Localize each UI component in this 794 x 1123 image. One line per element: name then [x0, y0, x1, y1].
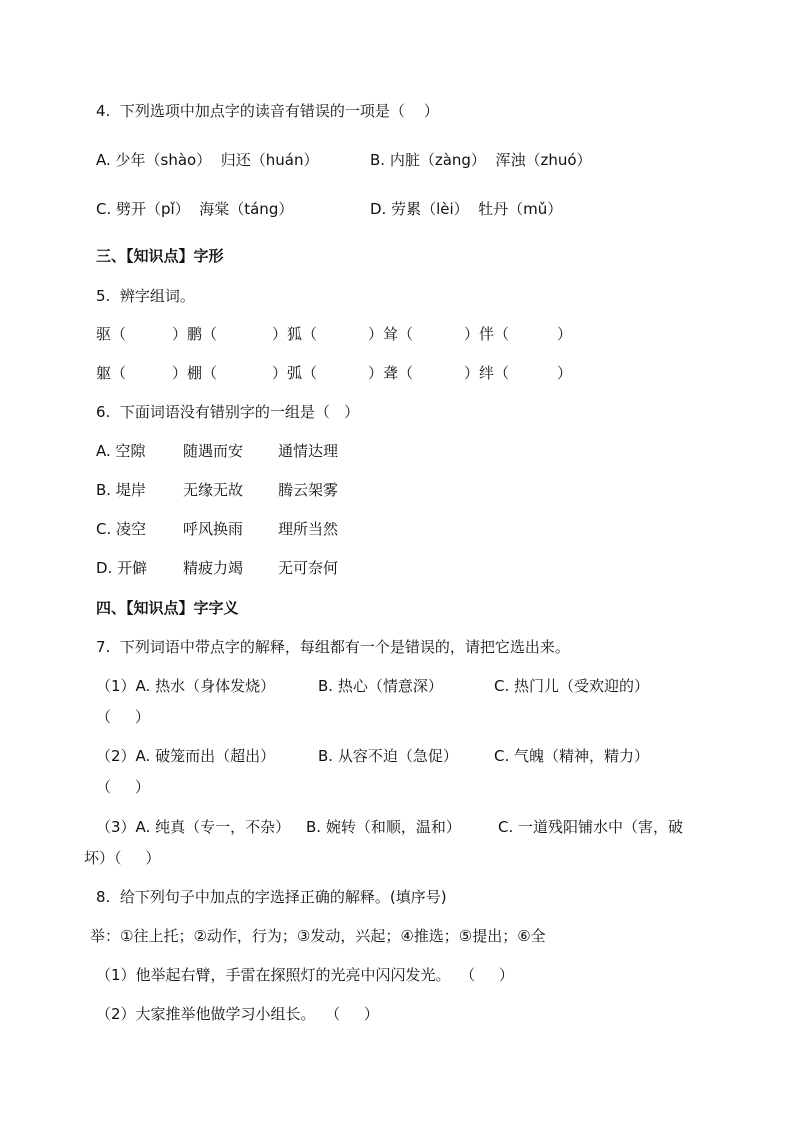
q7-g1-option: （1）A. 热水（身体发烧） [96, 677, 276, 695]
q7-g2-answer-blank: （ ） [96, 778, 150, 796]
section-3-title: 三、【知识点】字形 [96, 247, 224, 265]
q7-g1-answer-blank: （ ） [96, 708, 150, 726]
q6-option-word: D. 开僻 [96, 559, 148, 577]
q4-option-b: B. 内脏（zàng） 浑浊（zhuó） [370, 151, 592, 169]
q7-stem: 7. 下列词语中带点字的解释，每组都有一个是错误的，请把它选出来。 [96, 638, 570, 656]
q5-row1-cell: ）伴（ [464, 325, 510, 343]
q6-option-word: A. 空隙 [96, 442, 146, 460]
q6-option [96, 558, 496, 578]
q7-group-2 [96, 746, 696, 766]
q6-option [96, 519, 496, 539]
q6-option-word: B. 堤岸 [96, 481, 146, 499]
q5-row-1 [96, 324, 596, 344]
q6-stem: 6. 下面词语没有错别字的一组是（ ） [96, 403, 360, 421]
q7-g3-continuation: 坏）（ ） [84, 849, 161, 867]
q7-group-1 [96, 676, 696, 696]
q8-sentence-2: （2）大家推举他做学习小组长。 （ ） [96, 1005, 379, 1023]
q5-row1-cell: ）鹏（ [172, 325, 218, 343]
q4-option-c: C. 劈开（pǐ） 海棠（táng） [96, 200, 294, 218]
q7-g2-option: C. 气魄（精神，精力） [494, 747, 650, 765]
q6-option-word: C. 凌空 [96, 520, 147, 538]
q6-option [96, 480, 496, 500]
q5-row2-cell: ）绊（ [464, 364, 510, 382]
q7-g2-option: B. 从容不迫（急促） [318, 747, 458, 765]
q8-stem: 8. 给下列句子中加点的字选择正确的解释。(填序号) [96, 888, 447, 906]
q6-option-word: 无缘无故 [183, 481, 244, 499]
q8-meanings: 举：①往上托；②动作，行为；③发动，兴起；④推选；⑤提出；⑥全 [90, 927, 546, 945]
q4-option-d: D. 劳累（lèi） 牡丹（mǔ） [370, 200, 563, 218]
q5-row2-cell: ）聋（ [368, 364, 414, 382]
q5-row-2 [96, 363, 596, 383]
q5-row1-cell: ） [557, 325, 573, 343]
q5-row1-cell: 驱（ [96, 325, 127, 343]
q6-option-word: 随遇而安 [183, 442, 244, 460]
q6-option-word: 通情达理 [278, 442, 339, 460]
q5-row1-cell: ）耸（ [368, 325, 414, 343]
q5-row2-cell: ） [557, 364, 573, 382]
q6-option-word: 理所当然 [278, 520, 339, 538]
q7-g1-option: C. 热门儿（受欢迎的） [494, 677, 650, 695]
q6-option [96, 441, 496, 461]
q7-g2-option: （2）A. 破笼而出（超出） [96, 747, 276, 765]
q8-sentence-1: （1）他举起右臂，手雷在探照灯的光亮中闪闪发光。 （ ） [96, 966, 514, 984]
q6-option-word: 无可奈何 [278, 559, 339, 577]
section-4-title: 四、【知识点】字字义 [96, 599, 239, 617]
q5-row2-cell: ）棚（ [172, 364, 218, 382]
q6-option-word: 呼风换雨 [183, 520, 244, 538]
q7-g3-option: B. 婉转（和顺，温和） [306, 818, 461, 836]
q5-row2-cell: ）弧（ [272, 364, 318, 382]
q5-row2-cell: 躯（ [96, 364, 127, 382]
q7-g1-option: B. 热心（情意深） [318, 677, 443, 695]
q7-group-3 [96, 817, 716, 837]
q5-row1-cell: ）狐（ [272, 325, 318, 343]
q7-g3-option: C. 一道残阳铺水中（害，破 [498, 818, 684, 836]
q5-stem: 5. 辨字组词。 [96, 287, 195, 305]
q7-g3-option: （3）A. 纯真（专一，不杂） [96, 818, 291, 836]
q4-stem: 4. 下列选项中加点字的读音有错误的一项是（ ） [96, 102, 439, 120]
q4-option-a: A. 少年（shào） 归还（huán） [96, 151, 319, 169]
q6-option-word: 精疲力竭 [183, 559, 244, 577]
q6-option-word: 腾云架雾 [278, 481, 339, 499]
